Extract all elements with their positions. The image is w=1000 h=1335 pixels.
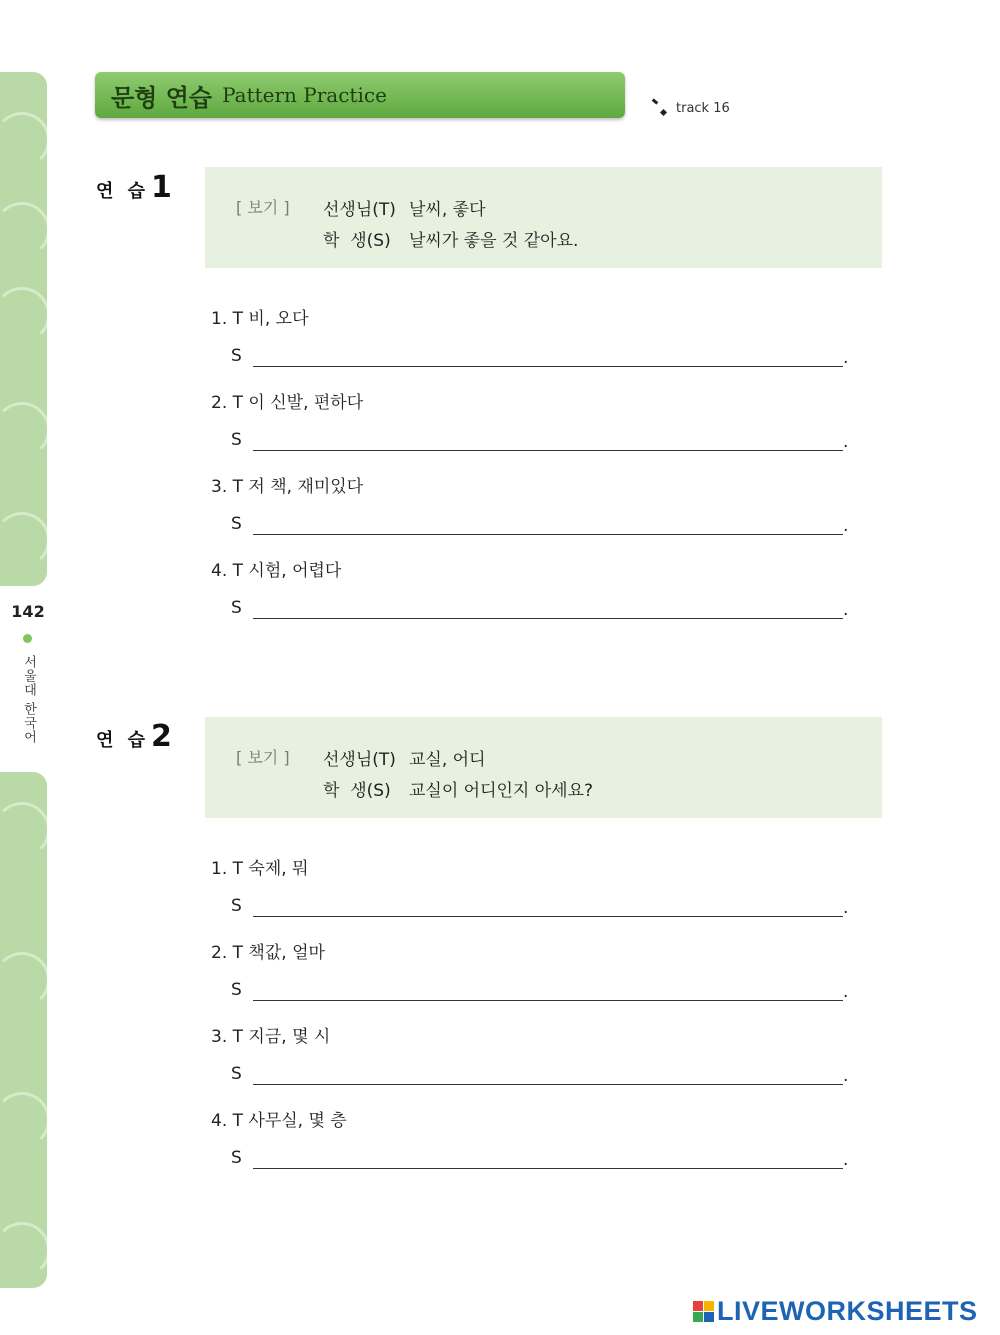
example-student-row: 학 생(S) 날씨가 좋을 것 같아요. (323, 231, 579, 251)
example-student-row: 학 생(S) 교실이 어디인지 아세요? (323, 781, 594, 801)
track-label: track 16 (676, 100, 730, 116)
example-teacher-row: 선생님(T) 교실, 어디 (323, 750, 486, 770)
exercise-2-item-4-answer: S . (231, 1148, 849, 1170)
audio-track-icon (652, 98, 670, 118)
exercise-2-label: 연 습 2 (96, 719, 172, 754)
exercise-1-item-3-prompt: 3. T 저 책, 재미있다 (211, 477, 364, 497)
exercise-1-label: 연 습 1 (96, 170, 172, 205)
brand-name: LIVEWORKSHEETS (717, 1296, 978, 1326)
page-dot (23, 634, 32, 643)
answer-input[interactable] (253, 1168, 843, 1169)
exercise-1-item-1-answer: S . (231, 346, 849, 368)
answer-input[interactable] (253, 534, 843, 535)
audio-track[interactable] (652, 98, 730, 118)
exercise-2-item-3-answer: S . (231, 1064, 849, 1086)
exercise-2-item-1-answer: S . (231, 896, 849, 918)
example-tag: [ 보기 ] (236, 198, 290, 217)
example-teacher-row: 선생님(T) 날씨, 좋다 (323, 200, 486, 220)
page-number: 142 (11, 602, 45, 621)
exercise-2-item-4-prompt: 4. T 사무실, 몇 층 (211, 1111, 347, 1131)
exercise-1-item-2-prompt: 2. T 이 신발, 편하다 (211, 393, 364, 413)
liveworksheets-brand[interactable] (693, 1296, 978, 1327)
header-title-en: Pattern Practice (222, 83, 387, 107)
exercise-1-item-3-answer: S . (231, 514, 849, 536)
exercise-1-item-4-prompt: 4. T 시험, 어렵다 (211, 561, 342, 581)
liveworksheets-logo-icon (693, 1301, 715, 1323)
answer-input[interactable] (253, 1084, 843, 1085)
answer-input[interactable] (253, 618, 843, 619)
answer-input[interactable] (253, 916, 843, 917)
exercise-1-item-2-answer: S . (231, 430, 849, 452)
answer-input[interactable] (253, 1000, 843, 1001)
decorative-strip-top (0, 72, 47, 586)
exercise-2-item-3-prompt: 3. T 지금, 몇 시 (211, 1027, 331, 1047)
exercise-2-item-2-answer: S . (231, 980, 849, 1002)
exercise-2-example-box (205, 717, 882, 818)
exercise-1-example-box (205, 167, 882, 268)
header-banner (95, 72, 625, 118)
decorative-strip-bottom (0, 772, 47, 1288)
header-title-ko: 문형 연습 (111, 83, 213, 112)
answer-input[interactable] (253, 366, 843, 367)
example-tag: [ 보기 ] (236, 748, 290, 767)
exercise-2-item-2-prompt: 2. T 책값, 얼마 (211, 943, 325, 963)
answer-input[interactable] (253, 450, 843, 451)
exercise-1-item-1-prompt: 1. T 비, 오다 (211, 309, 309, 329)
exercise-2-item-1-prompt: 1. T 숙제, 뭐 (211, 859, 309, 879)
exercise-1-item-4-answer: S . (231, 598, 849, 620)
book-title: 서울대 한국어 (21, 655, 36, 745)
